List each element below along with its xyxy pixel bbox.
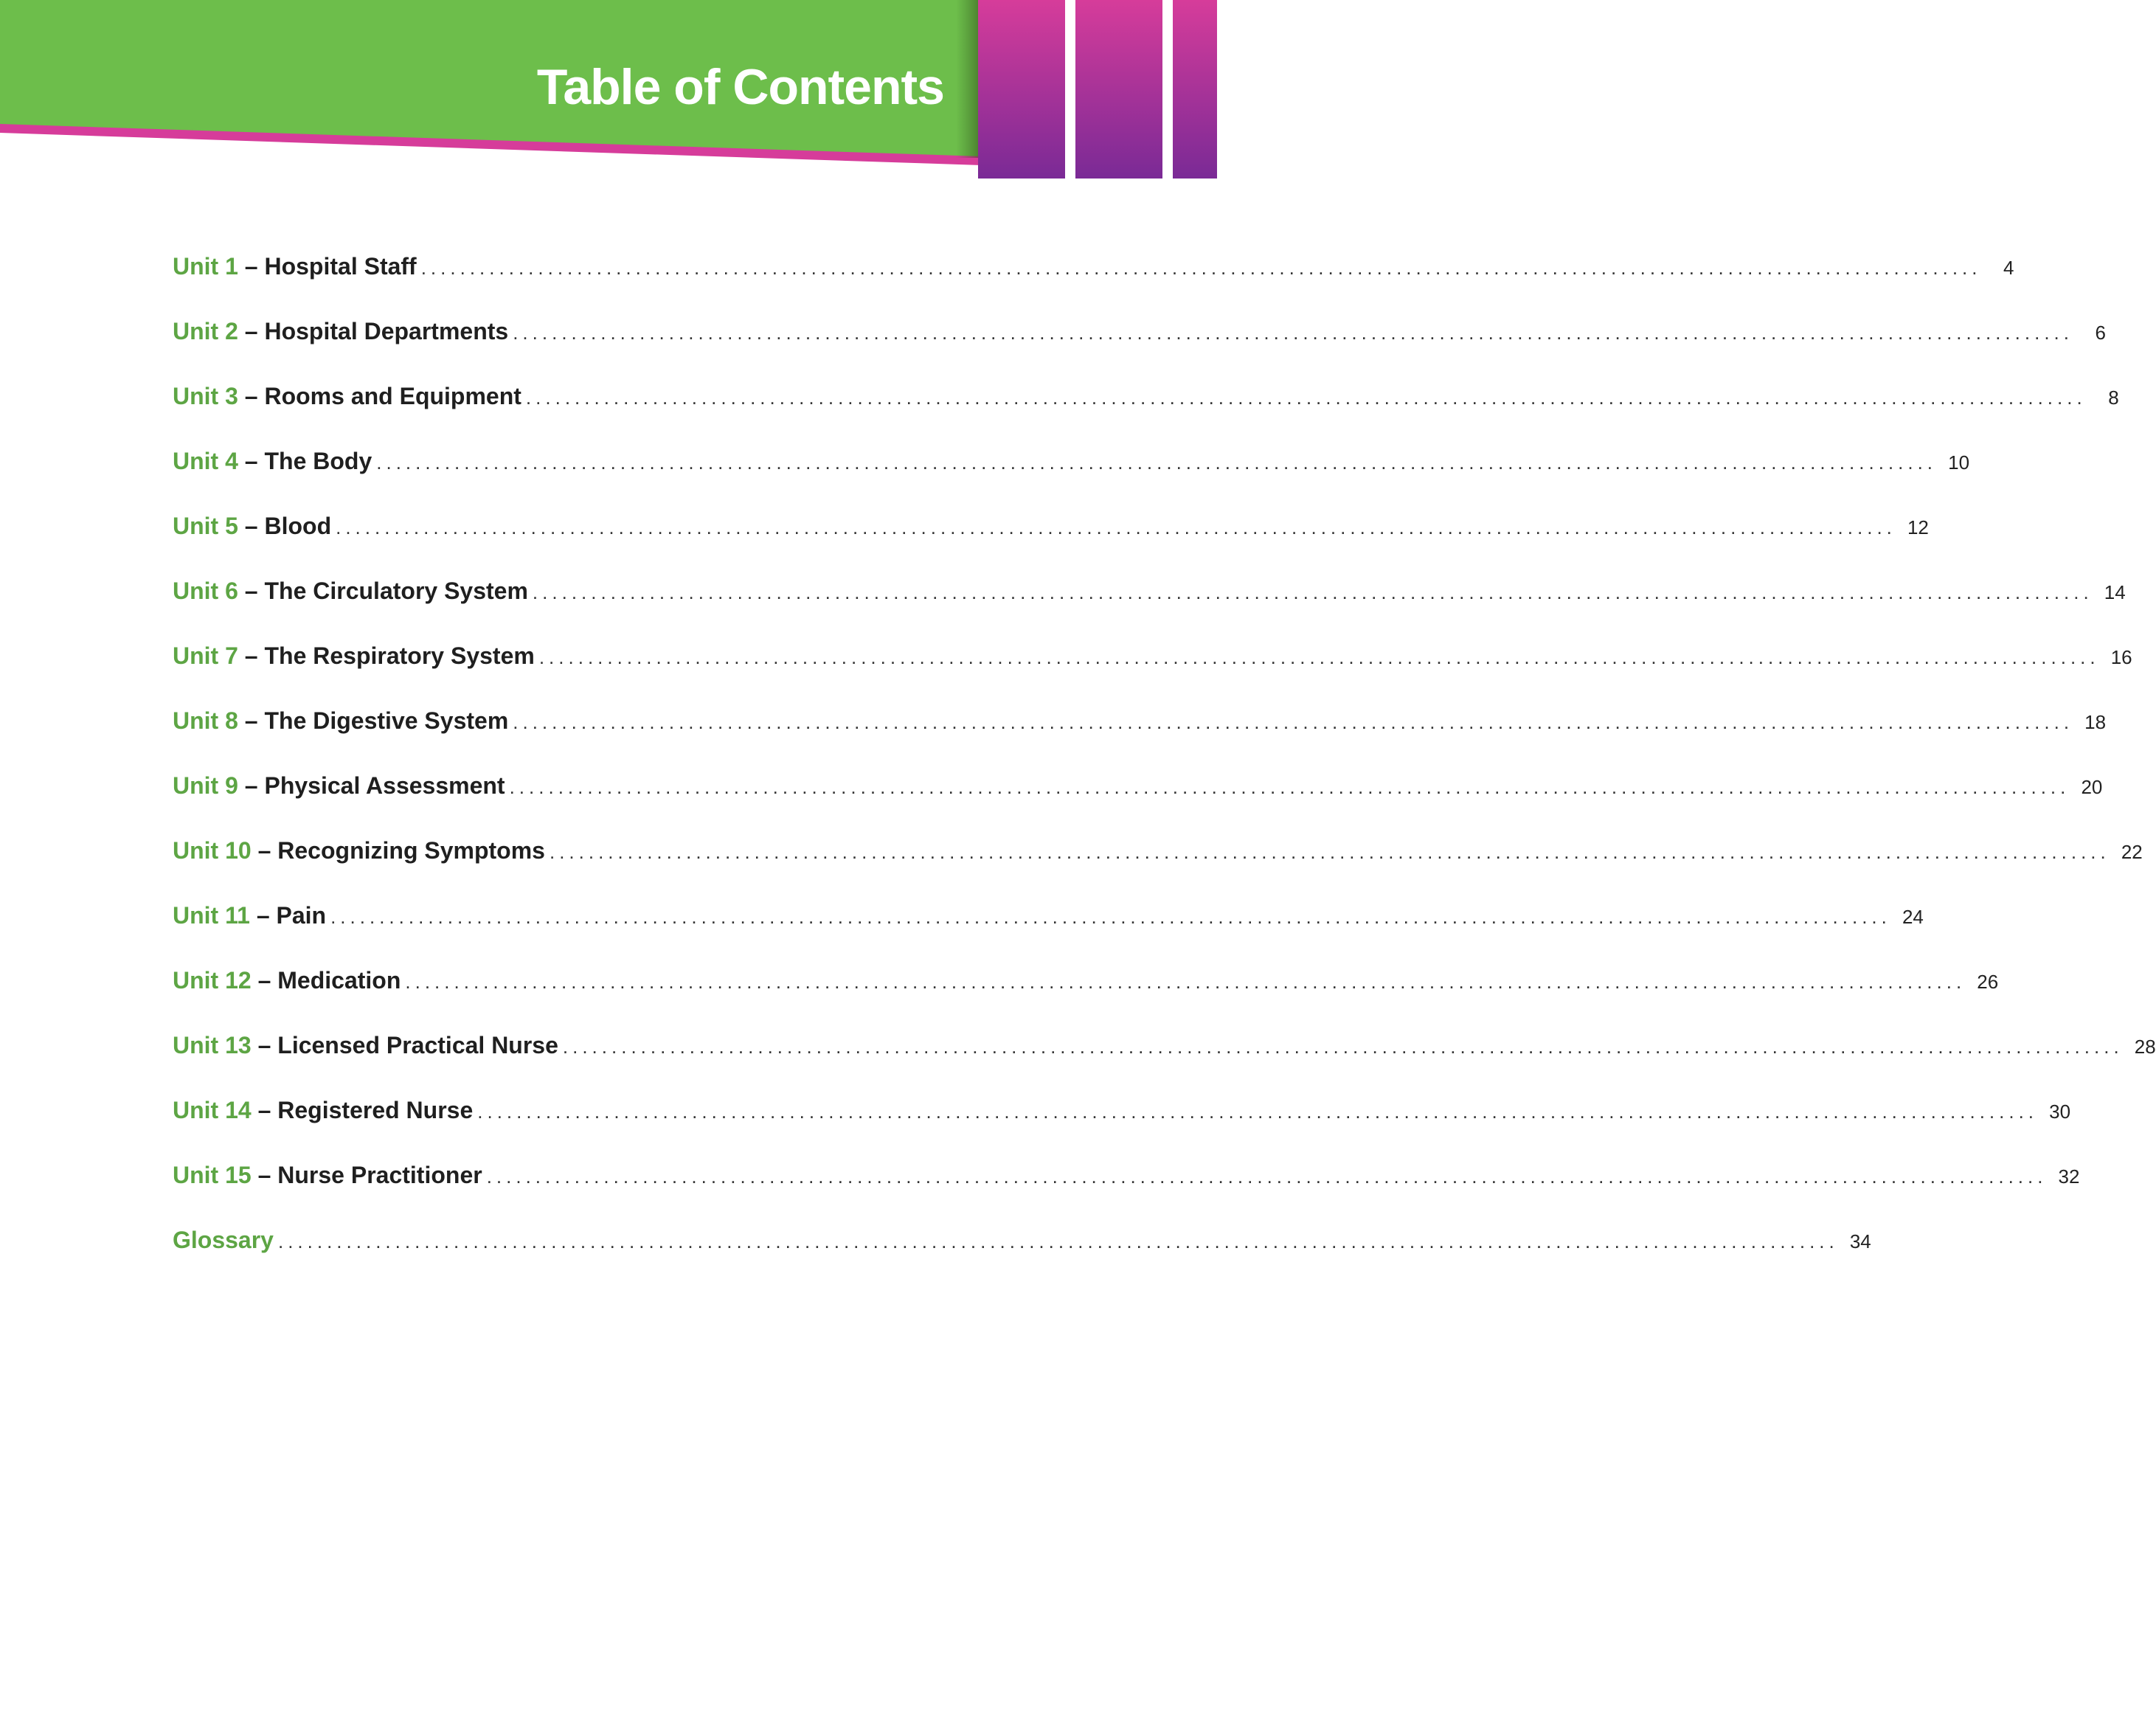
toc-entry[interactable]	[173, 312, 2106, 377]
purple-tab-1	[978, 0, 1065, 179]
toc-separator: –	[238, 448, 265, 474]
toc-leader-dots: ................................................................................................................................................................	[525, 387, 2087, 409]
toc-entry-label	[173, 377, 521, 415]
toc-unit-title: Medication	[277, 967, 401, 994]
toc-leader-dots: ................................................................................................................................................................	[477, 1101, 2039, 1123]
toc-separator: –	[238, 318, 265, 344]
toc-page-number: 22	[2121, 841, 2143, 863]
toc-entry-label	[173, 766, 505, 805]
toc-separator: –	[238, 513, 265, 539]
toc-unit-number: Unit 4	[173, 448, 238, 474]
toc-entry-label	[173, 247, 417, 285]
toc-separator: –	[251, 967, 278, 994]
toc-separator: –	[251, 1097, 278, 1123]
toc-leader-dots: ................................................................................................................................................................	[486, 1165, 2048, 1188]
toc-entry-label	[173, 896, 326, 935]
toc-page-number: 34	[1849, 1230, 1871, 1252]
toc-entry[interactable]	[173, 1026, 2156, 1091]
toc-entry-label	[173, 507, 331, 545]
toc-page-number: 8	[2108, 387, 2119, 409]
toc-entry[interactable]	[173, 247, 2014, 312]
header-banner	[0, 0, 1217, 192]
toc-unit-number: Unit 11	[173, 902, 250, 929]
toc-unit-title: Licensed Practical Nurse	[277, 1032, 558, 1058]
toc-entry[interactable]	[173, 442, 1970, 507]
toc-entry-label	[173, 701, 508, 740]
toc-unit-number: Unit 2	[173, 318, 238, 344]
toc-unit-number: Unit 6	[173, 578, 238, 604]
toc-separator: –	[249, 902, 277, 929]
toc-separator: –	[251, 837, 278, 864]
toc-entry-label	[173, 442, 372, 480]
toc-entry-label	[173, 1091, 473, 1129]
toc-entry[interactable]	[173, 1221, 1871, 1286]
toc-entry[interactable]	[173, 896, 1924, 961]
toc-unit-number: Unit 1	[173, 253, 238, 280]
toc-unit-number: Unit 10	[173, 837, 252, 864]
toc-leader-dots: ................................................................................................................................................................	[513, 322, 2073, 344]
toc-entry[interactable]	[173, 507, 1929, 572]
toc-unit-number: Unit 8	[173, 707, 238, 734]
toc-leader-dots: ................................................................................................................................................................	[420, 257, 1982, 279]
toc-unit-title: The Digestive System	[264, 707, 509, 734]
toc-page-number: 6	[2095, 322, 2106, 344]
toc-entry[interactable]	[173, 831, 2143, 896]
toc-separator: –	[251, 1162, 278, 1188]
purple-tab-3	[1173, 0, 1217, 179]
toc-page-number: 12	[1907, 516, 1929, 538]
purple-tab-2	[1075, 0, 1162, 179]
toc-leader-dots: ................................................................................................................................................................	[405, 971, 1966, 993]
toc-leader-dots: ................................................................................................................................................................	[538, 646, 2100, 668]
toc-separator: –	[238, 578, 265, 604]
toc-unit-title: Registered Nurse	[277, 1097, 474, 1123]
toc-entry-label	[173, 1026, 558, 1064]
toc-entry[interactable]	[173, 961, 1999, 1026]
toc-leader-dots: ................................................................................................................................................................	[277, 1230, 1839, 1252]
toc-unit-number: Glossary	[173, 1227, 274, 1253]
toc-separator: –	[238, 383, 265, 409]
toc-page-number: 28	[2134, 1036, 2156, 1058]
table-of-contents	[173, 247, 2156, 1286]
toc-entry[interactable]	[173, 1091, 2071, 1156]
toc-unit-number: Unit 7	[173, 642, 238, 669]
toc-entry-label	[173, 831, 545, 870]
toc-unit-title: Blood	[264, 513, 332, 539]
toc-entry[interactable]	[173, 637, 2132, 701]
toc-leader-dots: ................................................................................................................................................................	[513, 711, 2074, 733]
toc-page-number: 32	[2058, 1165, 2080, 1188]
toc-unit-title: Rooms and Equipment	[264, 383, 521, 409]
toc-page-number: 24	[1902, 906, 1924, 928]
toc-entry-label	[173, 1156, 482, 1194]
toc-separator: –	[238, 707, 265, 734]
toc-leader-dots: ................................................................................................................................................................	[562, 1036, 2124, 1058]
toc-unit-number: Unit 3	[173, 383, 238, 409]
toc-entry[interactable]	[173, 701, 2107, 766]
toc-unit-title: The Circulatory System	[264, 578, 528, 604]
toc-page-number: 30	[2049, 1101, 2071, 1123]
toc-unit-title: Nurse Practitioner	[277, 1162, 482, 1188]
toc-unit-title: Recognizing Symptoms	[277, 837, 545, 864]
toc-entry-label	[173, 637, 535, 675]
toc-entry-label	[173, 312, 508, 350]
toc-unit-title: Physical Assessment	[264, 772, 505, 799]
toc-page-number: 10	[1948, 451, 1970, 474]
toc-leader-dots: ................................................................................................................................................................	[376, 451, 1938, 474]
toc-page-number: 20	[2081, 776, 2103, 798]
toc-separator: –	[238, 642, 265, 669]
toc-leader-dots: ................................................................................................................................................................	[549, 841, 2110, 863]
toc-page-number: 16	[2110, 646, 2132, 668]
toc-unit-number: Unit 15	[173, 1162, 252, 1188]
toc-entry[interactable]	[173, 572, 2126, 637]
toc-page-number: 18	[2084, 711, 2107, 733]
toc-unit-title: The Respiratory System	[264, 642, 535, 669]
toc-unit-title: Pain	[276, 902, 327, 929]
toc-entry-label	[173, 1221, 274, 1259]
toc-unit-number: Unit 14	[173, 1097, 252, 1123]
toc-page-number: 14	[2104, 581, 2126, 603]
toc-unit-title: Hospital Departments	[264, 318, 509, 344]
toc-entry[interactable]	[173, 766, 2103, 831]
toc-unit-title: Hospital Staff	[264, 253, 417, 280]
toc-leader-dots: ................................................................................................................................................................	[509, 776, 2070, 798]
toc-entry-label	[173, 961, 401, 999]
toc-entry[interactable]	[173, 377, 2119, 442]
toc-leader-dots: ................................................................................................................................................................	[330, 906, 1891, 928]
toc-entry-label	[173, 572, 528, 610]
toc-entry[interactable]	[173, 1156, 2080, 1221]
toc-unit-number: Unit 5	[173, 513, 238, 539]
toc-separator: –	[238, 772, 265, 799]
toc-page-number: 26	[1977, 971, 1999, 993]
toc-unit-number: Unit 12	[173, 967, 252, 994]
toc-unit-title: The Body	[264, 448, 372, 474]
toc-unit-number: Unit 9	[173, 772, 238, 799]
toc-page-number: 4	[2003, 257, 2014, 279]
toc-separator: –	[251, 1032, 278, 1058]
toc-leader-dots: ................................................................................................................................................................	[336, 516, 1896, 538]
toc-unit-number: Unit 13	[173, 1032, 252, 1058]
toc-leader-dots: ................................................................................................................................................................	[532, 581, 2093, 603]
toc-separator: –	[238, 253, 265, 280]
page-title: Table of Contents	[536, 59, 944, 115]
